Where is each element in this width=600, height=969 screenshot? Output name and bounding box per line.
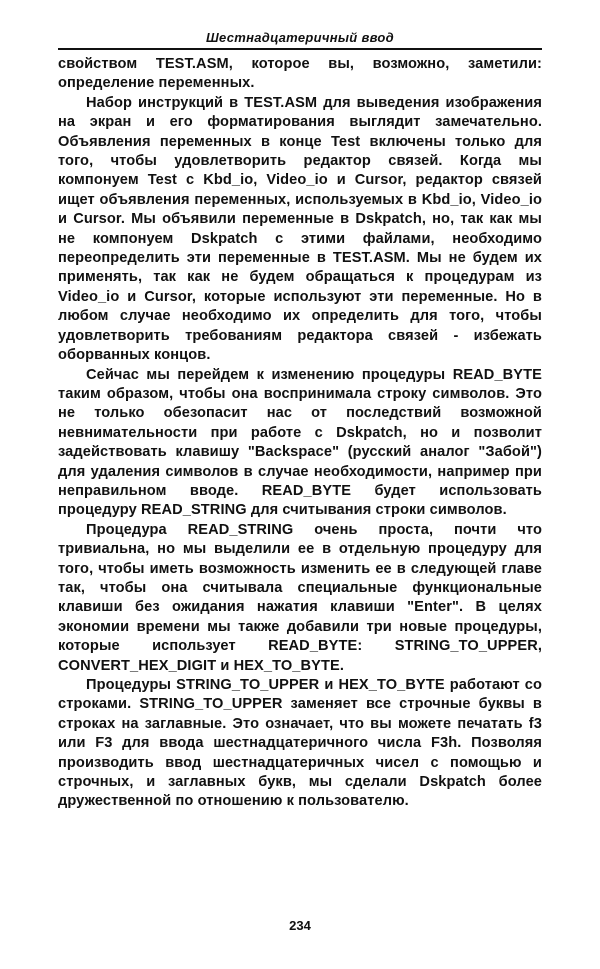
paragraph-read-byte: Сейчас мы перейдем к изменению процедуры READ_BYTE таким образом, чтобы она воспринимала строку символов. Это не только обезопасит нас от последствий возможной невнимательности при работе с Dskpatch, но и позволит задействовать клавишу "Backspace" (русский аналог "Забой") для удаления символов в случае необходимости, например при неправильном вводе. READ_BYTE будет использовать процедуру READ_STRING для считывания строки символов. bbox=[58, 366, 542, 519]
paragraph-read-string: Процедура READ_STRING очень проста, почти что тривиальна, но мы выделили ее в отдельную процедуру для того, чтобы иметь возможность изменить ее в следующей главе так, чтобы она считывала специальные функциональные клавиши без ожидания нажатия клавиши "Enter". В целях экономии времени мы также добавили три новые процедуры, которые использует READ_BYTE: STRING_TO_UPPER, CONVERT_HEX_DIGIT и HEX_TO_BYTE. bbox=[58, 521, 542, 674]
book-page bbox=[58, 30, 542, 812]
paragraph-test-asm: Набор инструкций в TEST.ASM для выведения изображения на экран и его форматирования выглядит замечательно. Объявления переменных в конце Test включены только для того, чтобы удовлетворить редактор связей. Когда мы компонуем Test с Kbd_io, Video_io и Cursor, редактор связей ищет объявления переменных, используемых в Kbd_io, Video_io и Cursor. Мы объявили переменные в Dskpatch, но, так как мы не компонуем Dskpatch с этими файлами, необходимо переопределить эти переменные в TEST.ASM. Мы не будем их применять, так как не будем обращаться к процедурам из Video_io и Cursor, которые используют эти переменные. Но в любом случае необходимо их определить для того, чтобы удовлетворить требованиям редактора связей - избежать оборванных концов. bbox=[58, 94, 542, 364]
paragraph-continuation: свойством TEST.ASM, которое вы, возможно, заметили: определение переменных. bbox=[58, 56, 542, 92]
paragraph-string-to-upper: Процедуры STRING_TO_UPPER и HEX_TO_BYTE работают со строками. STRING_TO_UPPER заменяет все строчные буквы в строках на заглавные. Это означает, что вы можете печатать f3 или F3 для ввода шестнадцатеричного числа F3h. Позволяя производить ввод шестнадцатеричных чисел с помощью и строчных, и заглавных букв, мы сделали Dskpatch более дружественной по отношению к пользователю. bbox=[58, 677, 542, 810]
running-head: Шестнадцатеричный ввод bbox=[58, 30, 542, 50]
page-number: 234 bbox=[289, 918, 311, 933]
